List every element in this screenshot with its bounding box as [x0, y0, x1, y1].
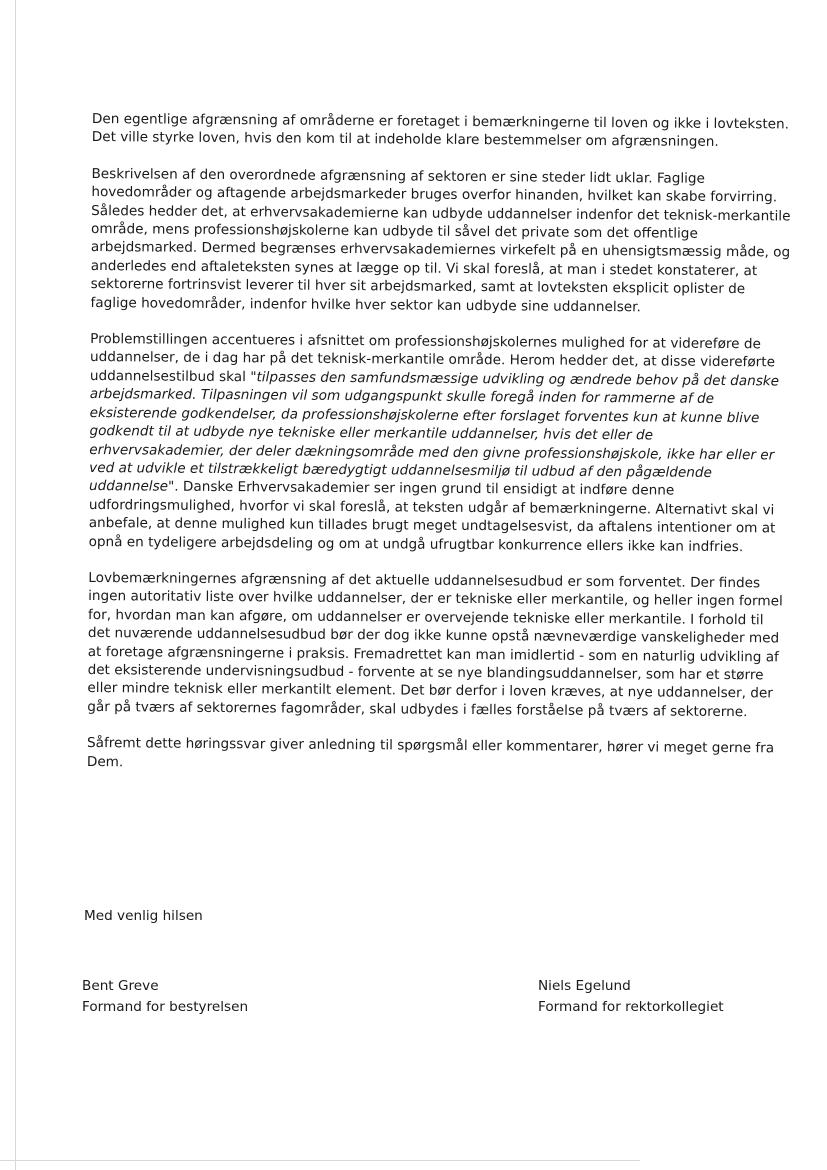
body-paragraph	[87, 734, 787, 776]
signatory-title: Formand for bestyrelsen	[82, 999, 249, 1015]
quoted-text-italic: tilpasses den samfundsmæssige udvikling og ændrede behov på det danske arbejdsmarked. Tilpasningen vil som udgangspunkt skulle foregå inden for rammerne af de eksisterende godkendelser, da professionshøjskolerne efter forslaget forventes kun at kunne blive godkendt til at udbyde nye tekniske eller merkantile uddannelser, hvis det eller de erhvervsakademier, der deler dækningsområde med den givne professionshøjskole, ikke har eller er ved at udvikle et tilstrækkeligt bæredygtigt uddannelsesmiljø til udbud af den pågældende uddannelse"	[88, 369, 780, 495]
scan-edge-left	[15, 0, 16, 1170]
paragraph-text: Såfremt dette høringssvar giver anledning til spørgsmål eller kommentarer, hører vi meget gerne fra Dem.	[86, 735, 775, 770]
paragraph-text: Problemstillingen accentueres i afsnittet om professionshøjskolernes mulighed for at videreføre de uddannelser, de i dag har på det teknisk-merkantile område. Herom hedder det, at disse videreførte uddannelsestilbud skal "	[89, 331, 776, 386]
paragraph-text: Lovbemærkningernes afgrænsning af det aktuelle uddannelsesudbud er som forventet. Der findes ingen autoritativ liste over hvilke uddannelser, der er tekniske eller merkantile, og heller ingen formel for, hvordan man kan afgøre, om uddannelser er overvejende tekniske eller merkantile. I forhold til det nuværende uddannelsesudbud bør der dog ikke kunne opstå nævneværdige vanskeligheder med at foretage afgrænsningerne i praksis. Fremadrettet kan man imidlertid - som en naturlig udvikling af det eksisterende undervisningsudbud - forvente at se nye blandingsuddannelser, som har et større eller mindre teknisk eller merkantilt element. Det bør derfor i loven kræves, at nye uddannelser, der går på tværs af sektorernes fagområder, skal udbydes i fælles forståelse på tværs af sektorerne.	[87, 569, 783, 720]
signatory-name: Bent Greve	[82, 978, 159, 994]
signatory-title: Formand for rektorkollegiet	[538, 999, 724, 1015]
signature-block-chair-board	[82, 976, 248, 1018]
signatory-name: Niels Egelund	[538, 978, 631, 994]
paragraph-text: Den egentlige afgrænsning af områderne er foretaget i bemærkningerne til loven og ikke i lovteksten. Det ville styrke loven, hvis den kom til at indeholde klare bestemmelser om afgrænsningen.	[91, 110, 790, 151]
body-paragraph	[87, 569, 788, 722]
paragraph-text: . Danske Erhvervsakademier ser ingen grund til ensidigt at indføre denne udfordringsmulighed, hvorfor vi skal foreslå, at teksten udgår af bemærkningerne. Alternativt skal vi anbefale, at denne mulighed kun tillades brugt meget undtagelsesvist, da aftalens intentioner om at opnå en tydeligere arbejdsdeling og om at undgå ufrugtbar konkurrence ellers ikke kan indfries.	[88, 478, 776, 555]
scan-edge-bottom	[0, 1160, 640, 1161]
signature-block-chair-rectors	[538, 976, 724, 1018]
letter-body	[87, 110, 792, 794]
paragraph-text: Beskrivelsen af den overordnede afgrænsning af sektoren er sine steder lidt uklar. Faglige hovedområder og aftagende arbejdsmarkeder bruges overfor hinanden, hvilket kan skabe forvirring. Således hedder det, at erhvervsakademierne kan udbyde uddannelser indenfor det teknisk-merkantile område, mens professionshøjskolerne kan udbyde til såvel det private som det offentlige arbejdsmarked. Dermed begrænses erhvervsakademiernes virkefelt på en uhensigtsmæssig måde, og anderledes end aftaleteksten synes at lægge op til. Vi skal foreslå, at man i stedet konstaterer, at sektorerne fortrinsvist leverer til hver sit arbejdsmarked, samt at lovteksten eksplicit oplister de faglige hovedområder, indenfor hvilke hver sektor kan udbyde sine uddannelser.	[90, 165, 791, 315]
body-paragraph	[89, 330, 791, 556]
body-paragraph	[90, 165, 791, 318]
closing-salutation: Med venlig hilsen	[84, 908, 203, 924]
body-paragraph	[92, 110, 792, 152]
